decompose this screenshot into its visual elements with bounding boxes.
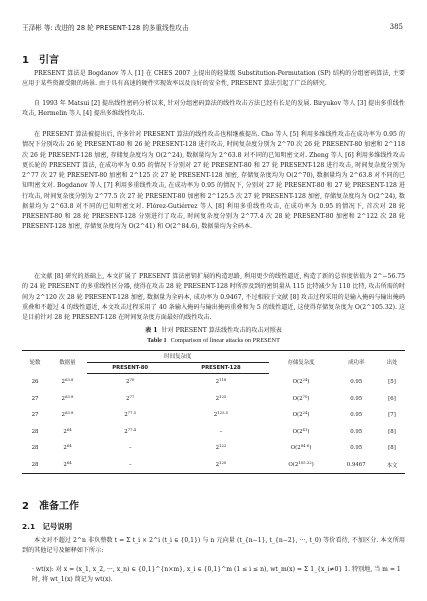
table-label-cn: 表 1: [145, 327, 158, 334]
notation-item-wt: · wt(x): 对 x = (x_1, x_2, ···, x_n) ∈ {0,1}^{n×m}, x_i ∈ {0,1}^m (1 ≤ i ≤ n), wt_m(x) = Σ 1_{x_i≠0} 1. 特别地, 当 m = 1 时, 将 wt_1(x) 简记为 wt(x).: [32, 566, 401, 584]
cell-data: $2^{63.8}$: [61, 393, 74, 402]
cell-success: 0.95: [350, 412, 363, 419]
table-caption-en: [22, 336, 405, 346]
cell-time-128: $2^{122}$: [215, 443, 227, 452]
table-row: [22, 374, 405, 391]
paragraph-2: 自 1993 年 Matsui [2] 提出线性密码分析以来, 针对分组密码算法的线性攻击方法已经有长足的发展. Biryukov 等人 [3] 提出多重线性攻击, Hermelin 等人 [4] 提出多维线性攻击.: [22, 100, 405, 118]
header-memory: 存储复杂度: [269, 351, 334, 374]
table-row: [22, 407, 405, 424]
section-1-title: 1 引言: [22, 55, 59, 66]
cell-data: $2^{64}$: [63, 443, 72, 452]
cell-data: $2^{64}$: [48, 457, 87, 474]
cell-source: 本文: [379, 457, 405, 474]
table-row: [22, 440, 405, 457]
cell-success: 0.95: [350, 379, 363, 385]
cell-rounds: 27: [31, 395, 39, 402]
subheader-present128: PRESENT-128: [173, 362, 268, 374]
table-row: [22, 424, 405, 441]
table-caption-cn: [22, 326, 405, 336]
cell-memory: $O(2^{24})$: [292, 377, 310, 385]
paragraph-4: 在文献 [8] 研究的基础上, 本文扩展了 PRESENT 算法密钥扩展的构造思路, 利用更少的线性逼近, 构造了新的总容度估值为 2^−56.75 的 24 轮 PRESENT 的多重线性区分器, 使得在攻击 28 轮 PRESENT-128 时所涉及到的密钥量从 115 比特减少为 110 比特, 攻击所需的时间为 2^120 次 28 轮 PRESENT-128 加密, 数据量为全码本, 成功率为 0.9467, 不过相较于文献 [8] 攻击过程采用的是输入掩码与输出掩码重叠和不超过 4 的线性逼近, 本文攻击过程采用了 40 条输入掩码与输出掩码重叠和为 5 的线性逼近, 这使得存储复杂度为 O(2^105.32). 这是目前针对 28 轮 PRESENT-128 在时间复杂度方面最好的线性攻击.: [22, 273, 405, 321]
cell-rounds: 28: [31, 445, 39, 452]
header-data: 数据量: [48, 351, 87, 374]
subsection-2-1-title: 2.1 记号说明: [22, 522, 73, 531]
cell-rounds: 27: [31, 412, 39, 419]
paragraph-notation: 本文对不超过 2^n 非负整数 t = Σ t_i × 2^i (t_i ∈ {0,1}) 与 n 元向量 (t_{n−1}, t_{n−2}, ···, t_0) 等价看待, 不加区分. 本文所用到的其他记号及解释如下所示:: [22, 537, 405, 555]
table-row: [22, 391, 405, 408]
paragraph-3: 在 PRESENT 算法被提出后, 许多针对 PRESENT 算法的线性攻击也相继被提出. Cho 等人 [5] 利用多维线性攻击在成功率为 0.95 的情况下分别攻击 26 轮 PRESENT-80 和 26 轮 PRESENT-128 进行攻击, 时间复杂度分别为 2^70 次 26 轮 PRESENT-80 加密和 2^118 次 26 轮 PRESENT-128 加密, 存储复杂度均为 O(2^24), 数据量均为 2^63.8 对不同的已知明密文对. Zheng 等人 [6] 利用多维线性攻击更长轮的 PRESENT 算法, 在成功率为 0.95 的情况下分别对 27 轮 PRESENT-80 和 27 轮 PRESENT-128 进行攻击, 时间复杂度分别为 2^77 次 27 轮 PRESENT-80 加密和 2^125 次 27 轮 PRESENT-128 加密, 存储复杂度均为 O(2^70), 数据量均为 2^63.8 对不同的已知明密文对. Bogdanov 等人 [7] 利用多重线性攻击, 在成功率为 0.95 的情况下, 分别对 27 轮 PRESENT-80 和 27 轮 PRESENT-128 进行攻击, 时间复杂度分别为 2^77.5 次 27 轮 PRESENT-80 加密和 2^125.5 次 27 轮 PRESENT-128 加密, 存储复杂度均为 O(2^24), 数据量均为 2^63.8 对不同的已知明密文对. Flórez-Gutiérrez 等人 [8] 利用多重线性攻击, 在成功率为 0.95 的情况下, 首次对 28 轮 PRESENT-80 和 28 轮 PRESENT-128 分别进行了攻击, 时间复杂度分别为 2^77.4 次 28 轮 PRESENT-80 加密和 2^122 次 28 轮 PRESENT-128 加密, 存储复杂度均为 O(2^41) 和 O(2^84.6), 数据量均为全码本.: [22, 131, 405, 231]
cell-success: 0.9467: [334, 457, 379, 474]
running-head: [22, 20, 403, 34]
cell-time-128: $2^{118}$: [215, 377, 227, 386]
header-rounds: 轮数: [22, 351, 48, 374]
cell-time-128: $2^{125}$: [215, 393, 227, 402]
cell-data: $2^{63.8}$: [61, 410, 74, 419]
cell-source: [8]: [388, 428, 396, 435]
cell-success: 0.95: [350, 395, 363, 402]
header-success: 成功率: [334, 351, 379, 374]
cell-memory: $O(2^{41})$: [292, 426, 310, 435]
cell-rounds: 28: [31, 428, 39, 435]
cell-source: [7]: [388, 412, 396, 419]
header-source: 出处: [379, 351, 405, 374]
cell-time-80: $2^{70}$: [126, 377, 135, 386]
cell-time-128: $2^{125.5}$: [213, 410, 229, 419]
table-label-en: Table 1: [147, 337, 167, 344]
section-2-title: 2 准备工作: [22, 501, 79, 512]
cell-success: 0.95: [350, 445, 363, 452]
cell-source: [5]: [388, 379, 396, 385]
cell-source: [6]: [388, 395, 396, 402]
cell-time-80: –: [128, 445, 132, 452]
cell-rounds: 26: [31, 379, 39, 385]
cell-data: $2^{63.8}$: [61, 377, 74, 385]
table-caption-en-text: Comparison of linear attacks on PRESENT: [170, 337, 280, 344]
cell-time-80: $2^{77.5}$: [124, 410, 137, 419]
header-time: 时间复杂度: [87, 351, 269, 363]
page-number: 385: [389, 23, 403, 31]
running-head-title: 王泽彬 等: 改进的 28 轮 PRESENT-128 的多重线性攻击: [22, 24, 189, 32]
table-row: [22, 457, 405, 474]
subheader-present80: PRESENT-80: [87, 362, 173, 374]
cell-time-128: –: [219, 428, 223, 435]
cell-success: 0.95: [350, 428, 363, 435]
comparison-table: [22, 350, 405, 474]
table-caption-cn-text: 针对 PRESENT 算法线性攻击的攻击对照表: [161, 327, 282, 334]
cell-time-128: $2^{120}$: [173, 457, 268, 474]
paragraph-1: PRESENT 算法是 Bogdanov 等人 [1] 在 CHES 2007 上提出的轻量级 Substitution-Permutation (SP) 结构的分组密码算法, 主要应用于某些资源受限的场景. 由于具有高速的硬件实现效率以及良好的安全性, PRESENT 算法引起了广泛的研究.: [22, 70, 405, 88]
cell-time-80: $2^{77}$: [126, 393, 135, 402]
cell-memory: $O(2^{24})$: [292, 410, 310, 419]
cell-time-80: –: [87, 457, 173, 474]
cell-memory: $O(2^{70})$: [292, 393, 310, 402]
cell-source: [8]: [388, 445, 396, 452]
cell-data: $2^{64}$: [63, 426, 72, 435]
cell-rounds: 28: [22, 457, 48, 474]
cell-memory: $O(2^{84.6})$: [290, 443, 312, 452]
cell-memory: $O(2^{105.32})$: [269, 457, 334, 474]
cell-time-80: $2^{77.4}$: [124, 426, 137, 435]
